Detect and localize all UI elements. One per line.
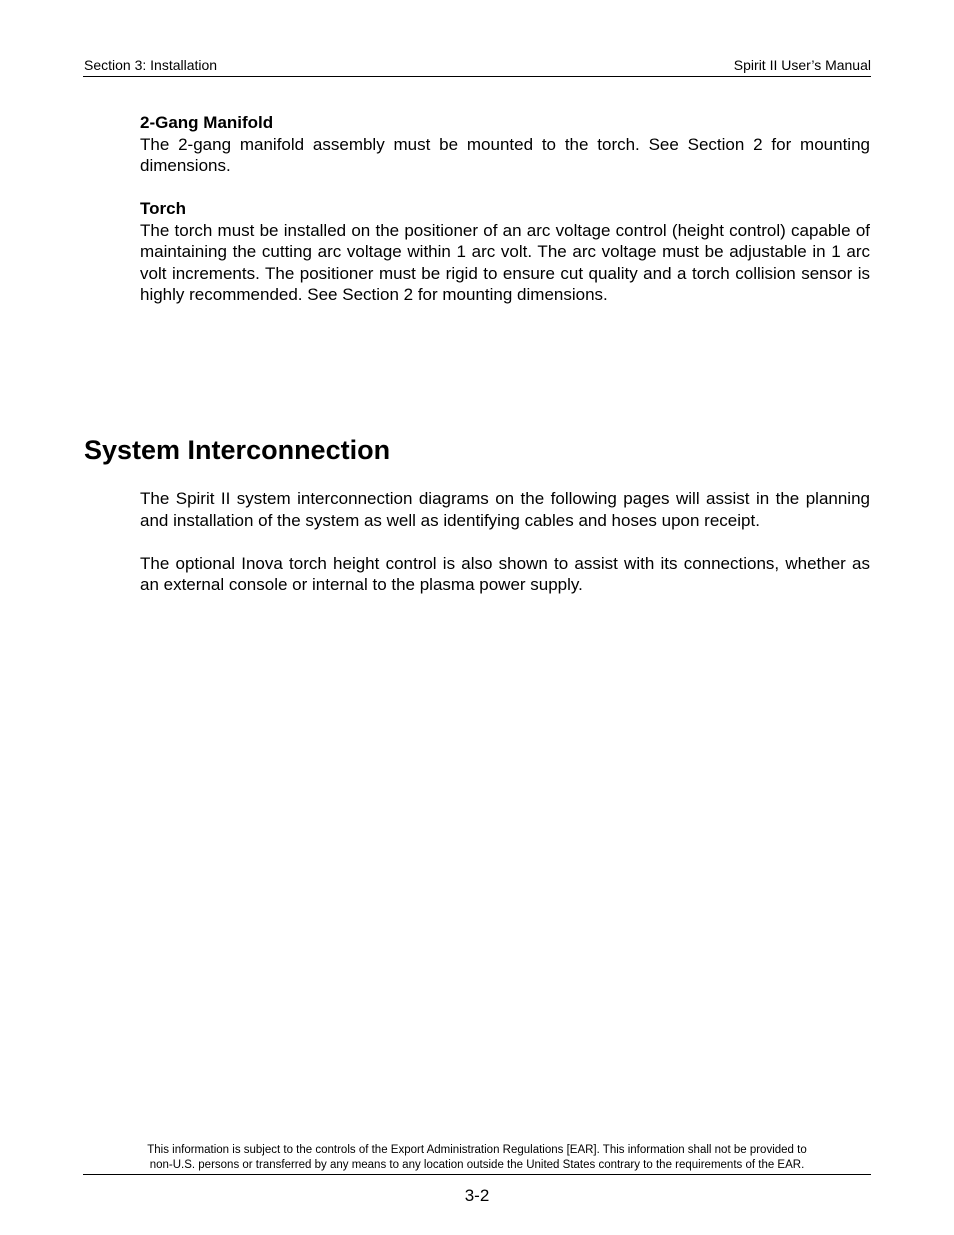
torch-heading: Torch	[140, 199, 186, 218]
interconnection-section	[140, 488, 870, 596]
manifold-section	[140, 112, 870, 177]
interconnection-paragraph-2: The optional Inova torch height control is also shown to assist with its connections, whether as an external console or internal to the plasma power supply.	[140, 553, 870, 595]
header-section-label: Section 3: Installation	[84, 57, 218, 73]
torch-section	[140, 198, 870, 306]
interconnection-paragraph-1: The Spirit II system interconnection diagrams on the following pages will assist in the planning and installation of the system as well as identifying cables and hoses upon receipt.	[140, 489, 870, 530]
export-notice-line-1: This information is subject to the controls of the Export Administration Regulations [EAR]. This information shall not be provided to	[147, 1144, 807, 1156]
torch-paragraph: The torch must be installed on the positioner of an arc voltage control (height control) capable of maintaining the cutting arc voltage within 1 arc volt. The arc voltage must be adjustable in 1 arc volt increments. The positioner must be rigid to ensure cut quality and a torch collision sensor is highly recommended. See Section 2 for mounting dimensions.	[140, 220, 870, 305]
page-header	[83, 56, 871, 77]
footer-divider	[83, 1174, 871, 1175]
export-notice	[83, 1143, 871, 1173]
page-number: 3-2	[464, 1186, 490, 1205]
manifold-heading: 2-Gang Manifold	[140, 113, 274, 132]
section-title: System Interconnection	[84, 435, 391, 465]
header-manual-title: Spirit II User’s Manual	[733, 57, 871, 73]
manifold-paragraph: The 2-gang manifold assembly must be mounted to the torch. See Section 2 for mounting dimensions.	[140, 134, 870, 176]
export-notice-line-2: non-U.S. persons or transferred by any means to any location outside the United States contrary to the requirements of the EAR.	[149, 1159, 805, 1171]
